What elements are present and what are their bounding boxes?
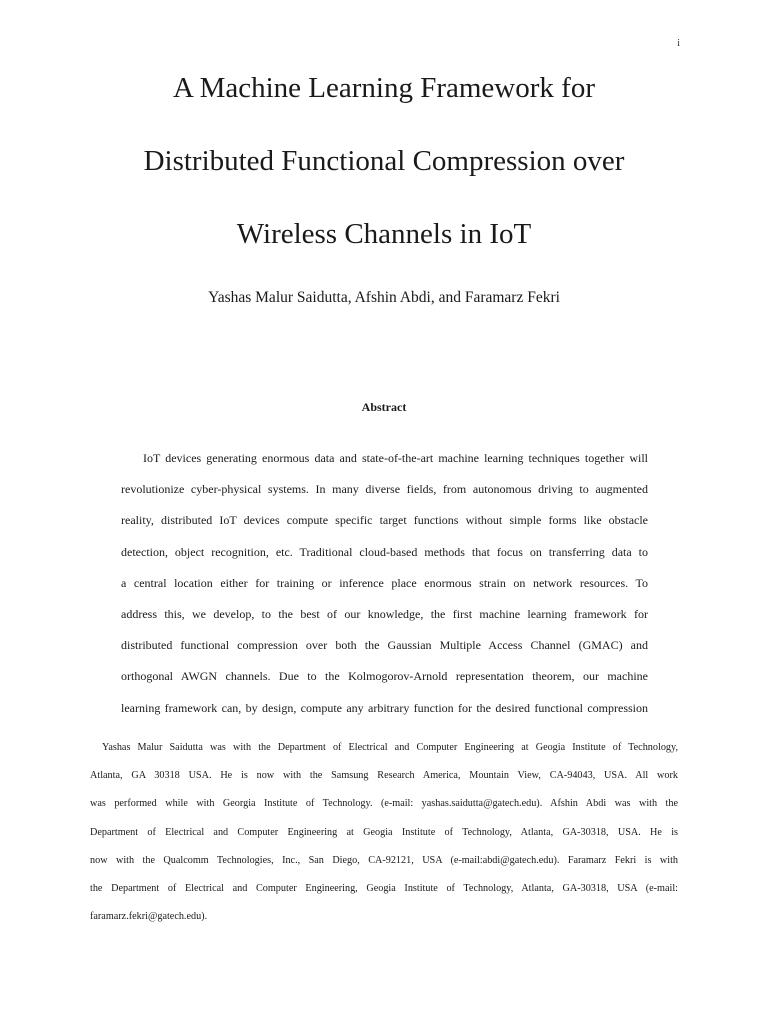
abstract-line: address this, we develop, to the best of our knowledge, the first machine learning framework for (121, 606, 648, 621)
title-line-1: A Machine Learning Framework for (173, 72, 595, 104)
abstract-line: learning framework can, by design, compute any arbitrary function for the desired functional compression (121, 700, 648, 715)
footnote-line: the Department of Electrical and Computer Engineering, Geogia Institute of Technology, Atlanta, GA-30318, USA (e-mail: (90, 882, 678, 894)
title-line-3: Wireless Channels in IoT (236, 218, 532, 250)
abstract-body (121, 443, 648, 724)
footnote-line: Yashas Malur Saidutta was with the Department of Electrical and Computer Engineering at Geogia Institute of Technology, (102, 742, 678, 753)
footnote-line: Department of Electrical and Computer Engineering at Geogia Institute of Technology, Atlanta, GA-30318, USA. He is (90, 826, 678, 838)
abstract-line: revolutionize cyber-physical systems. In many diverse fields, from autonomous driving to augmented (121, 482, 648, 497)
abstract-line: reality, distributed IoT devices compute specific target functions without simple forms like obstacle (121, 513, 648, 528)
abstract-line: distributed functional compression over both the Gaussian Multiple Access Channel (GMAC) and (121, 638, 648, 653)
title-line-2: Distributed Functional Compression over (143, 145, 625, 177)
abstract-line: orthogonal AWGN channels. Due to the Kolmogorov-Arnold representation theorem, our machine (121, 669, 648, 684)
footnote-line: was performed while with Georgia Institute of Technology. (e-mail: yashas.saidutta@gatech.edu). Afshin Abdi was with the (90, 798, 678, 810)
abstract-line: detection, object recognition, etc. Traditional cloud-based methods that focus on transferring data to (121, 544, 648, 559)
page-number: i (677, 38, 680, 49)
author-affiliation-footnote (90, 734, 678, 931)
abstract-line: IoT devices generating enormous data and state-of-the-art machine learning techniques together will (143, 451, 648, 465)
paper-title (60, 70, 708, 289)
footnote-line: now with the Qualcomm Technologies, Inc., San Diego, CA-92121, USA (e-mail:abdi@gatech.edu). Faramarz Fekri is with (90, 854, 678, 866)
abstract-line: a central location either for training or inference place enormous strain on network resources. To (121, 575, 648, 590)
footnote-line: faramarz.fekri@gatech.edu). (90, 911, 208, 923)
footnote-line: Atlanta, GA 30318 USA. He is now with the Samsung Research America, Mountain View, CA-94043, USA. All work (90, 770, 678, 782)
author-list: Yashas Malur Saidutta, Afshin Abdi, and Faramarz Fekri (208, 289, 560, 306)
abstract-heading: Abstract (361, 400, 407, 414)
